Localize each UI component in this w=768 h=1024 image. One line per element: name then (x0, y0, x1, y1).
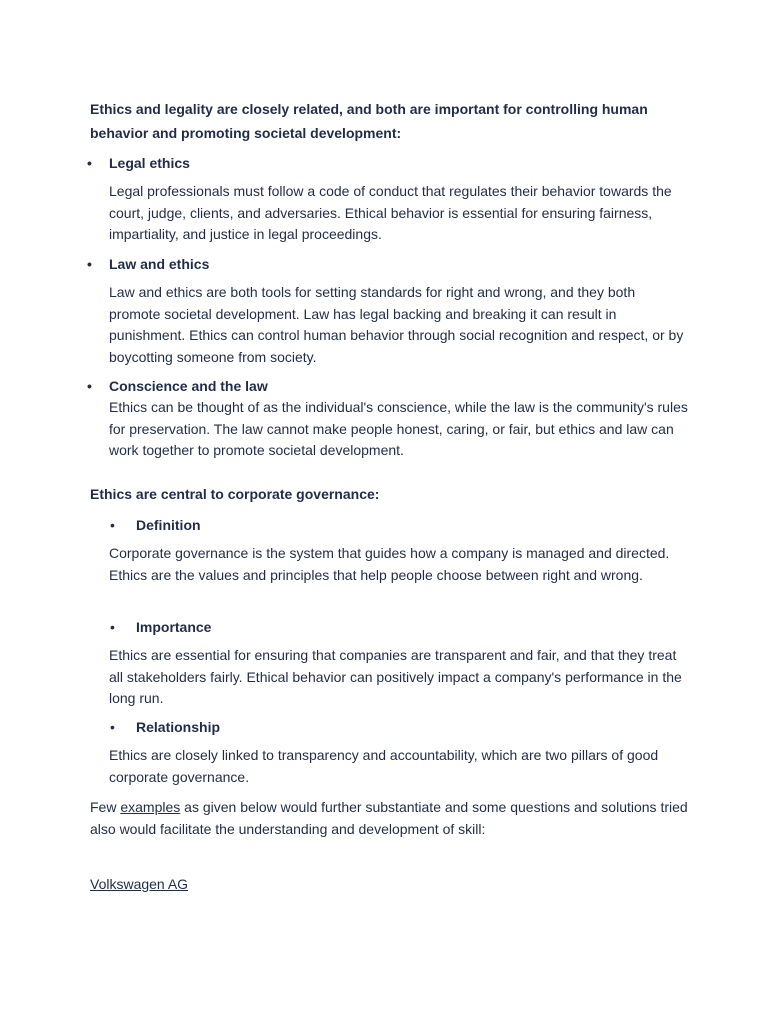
bullet-marker: • (87, 155, 92, 171)
item-text-conscience-and-law: Ethics can be thought of as the individual's conscience, while the law is the community's rules for preservation. The law cannot make people honest, caring, or fair, but ethics and law can work together to promote societal development. (109, 399, 688, 458)
bullet-marker: • (110, 719, 115, 735)
item-text-importance: Ethics are essential for ensuring that companies are transparent and fair, and that they treat all stakeholders fairly. Ethical behavior can positively impact a company's performance in the long run. (109, 647, 682, 706)
item-title-legal-ethics: Legal ethics (109, 155, 190, 171)
example-heading-volkswagen[interactable]: Volkswagen AG (90, 876, 189, 892)
item-title-importance: Importance (136, 619, 212, 635)
item-title-conscience-and-law: Conscience and the law (109, 378, 268, 394)
closing-text-before: Few (90, 799, 121, 815)
bullet-marker: • (87, 256, 92, 272)
closing-text-after: as given below would further substantiate and some questions and solutions tried also would facilitate the understanding and development of skill: (90, 799, 688, 837)
item-text-law-and-ethics: Law and ethics are both tools for setting standards for right and wrong, and they both promote societal development. Law has legal backing and breaking it can result in punishment. Ethics can control human behavior through social recognition and respect, or by boycotting someone from society. (109, 284, 684, 365)
item-title-law-and-ethics: Law and ethics (109, 256, 210, 272)
item-text-definition: Corporate governance is the system that guides how a company is managed and directed. Ethics are the values and principles that help people choose between right and wrong. (109, 545, 670, 583)
bullet-marker: • (110, 517, 115, 533)
item-title-definition: Definition (136, 517, 201, 533)
bullet-marker: • (87, 378, 92, 394)
item-text-relationship: Ethics are closely linked to transparency and accountability, which are two pillars of good corporate governance. (109, 747, 659, 785)
section-heading-corporate-governance: Ethics are central to corporate governance: (90, 486, 380, 502)
item-title-relationship: Relationship (136, 719, 221, 735)
examples-link[interactable]: examples (120, 799, 181, 815)
closing-paragraph (90, 796, 690, 840)
bullet-marker: • (110, 619, 115, 635)
intro-paragraph: Ethics and legality are closely related, and both are important for controlling human behavior and promoting societal development: (90, 101, 648, 141)
item-text-legal-ethics: Legal professionals must follow a code of conduct that regulates their behavior towards the court, judge, clients, and adversaries. Ethical behavior is essential for ensuring fairness, impartiality, and justice in legal proceedings. (109, 183, 672, 242)
